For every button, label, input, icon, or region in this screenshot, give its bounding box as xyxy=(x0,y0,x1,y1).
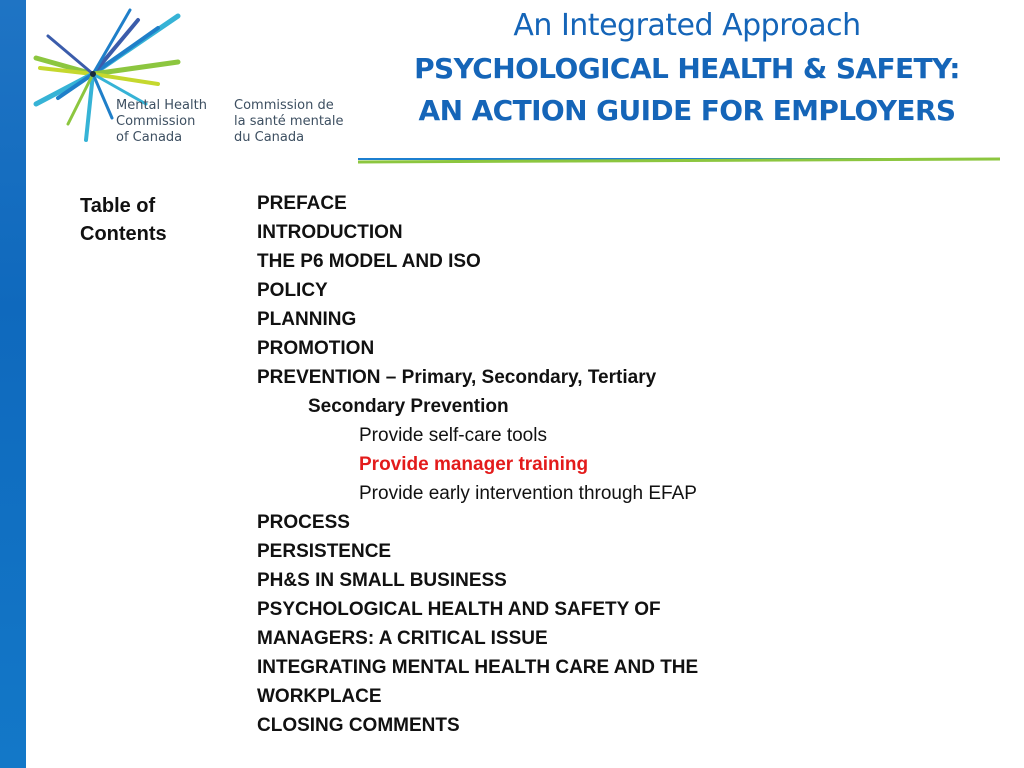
toc-item-prevention: PREVENTION – Primary, Secondary, Tertiary xyxy=(257,367,657,388)
toc-subitem-manager-training: Provide manager training xyxy=(359,454,589,475)
mhcc-logo xyxy=(28,8,358,158)
title-subheading: An Integrated Approach xyxy=(513,8,861,43)
toc-item-p6-model: THE P6 MODEL AND ISO xyxy=(257,251,481,272)
left-accent-bar xyxy=(0,0,26,768)
logo-text-french: Commission de la santé mentale du Canada xyxy=(234,98,344,145)
toc-item-integrating-line-2: WORKPLACE xyxy=(257,686,382,707)
toc-item-closing-comments: CLOSING COMMENTS xyxy=(257,715,460,736)
title-line-1: PSYCHOLOGICAL HEALTH & SAFETY: xyxy=(414,52,960,85)
toc-heading-line-2: Contents xyxy=(80,223,167,245)
toc-item-persistence: PERSISTENCE xyxy=(257,541,392,562)
toc-item-policy: POLICY xyxy=(257,280,328,301)
title-line-2: AN ACTION GUIDE FOR EMPLOYERS xyxy=(418,94,956,127)
toc-item-process: PROCESS xyxy=(257,512,350,533)
toc-subitem-early-intervention: Provide early intervention through EFAP xyxy=(359,483,697,504)
toc-item-planning: PLANNING xyxy=(257,309,357,330)
toc-item-preface: PREFACE xyxy=(257,193,347,214)
toc-item-managers-line-2: MANAGERS: A CRITICAL ISSUE xyxy=(257,628,548,649)
table-of-contents xyxy=(257,189,997,740)
toc-item-integrating-line-1: INTEGRATING MENTAL HEALTH CARE AND THE xyxy=(257,657,699,678)
title-divider xyxy=(358,156,1000,166)
toc-item-managers-line-1: PSYCHOLOGICAL HEALTH AND SAFETY OF xyxy=(257,599,661,620)
toc-heading-line-1: Table of xyxy=(80,195,156,217)
toc-item-small-business: PH&S IN SMALL BUSINESS xyxy=(257,570,507,591)
toc-subitem-self-care-tools: Provide self-care tools xyxy=(359,425,547,446)
toc-subitem-secondary-prevention: Secondary Prevention xyxy=(308,396,509,417)
toc-item-promotion: PROMOTION xyxy=(257,338,375,359)
logo-text-english: Mental Health Commission of Canada xyxy=(116,98,207,145)
slide-title xyxy=(372,4,1002,132)
toc-heading xyxy=(80,192,220,248)
toc-item-introduction: INTRODUCTION xyxy=(257,222,403,243)
